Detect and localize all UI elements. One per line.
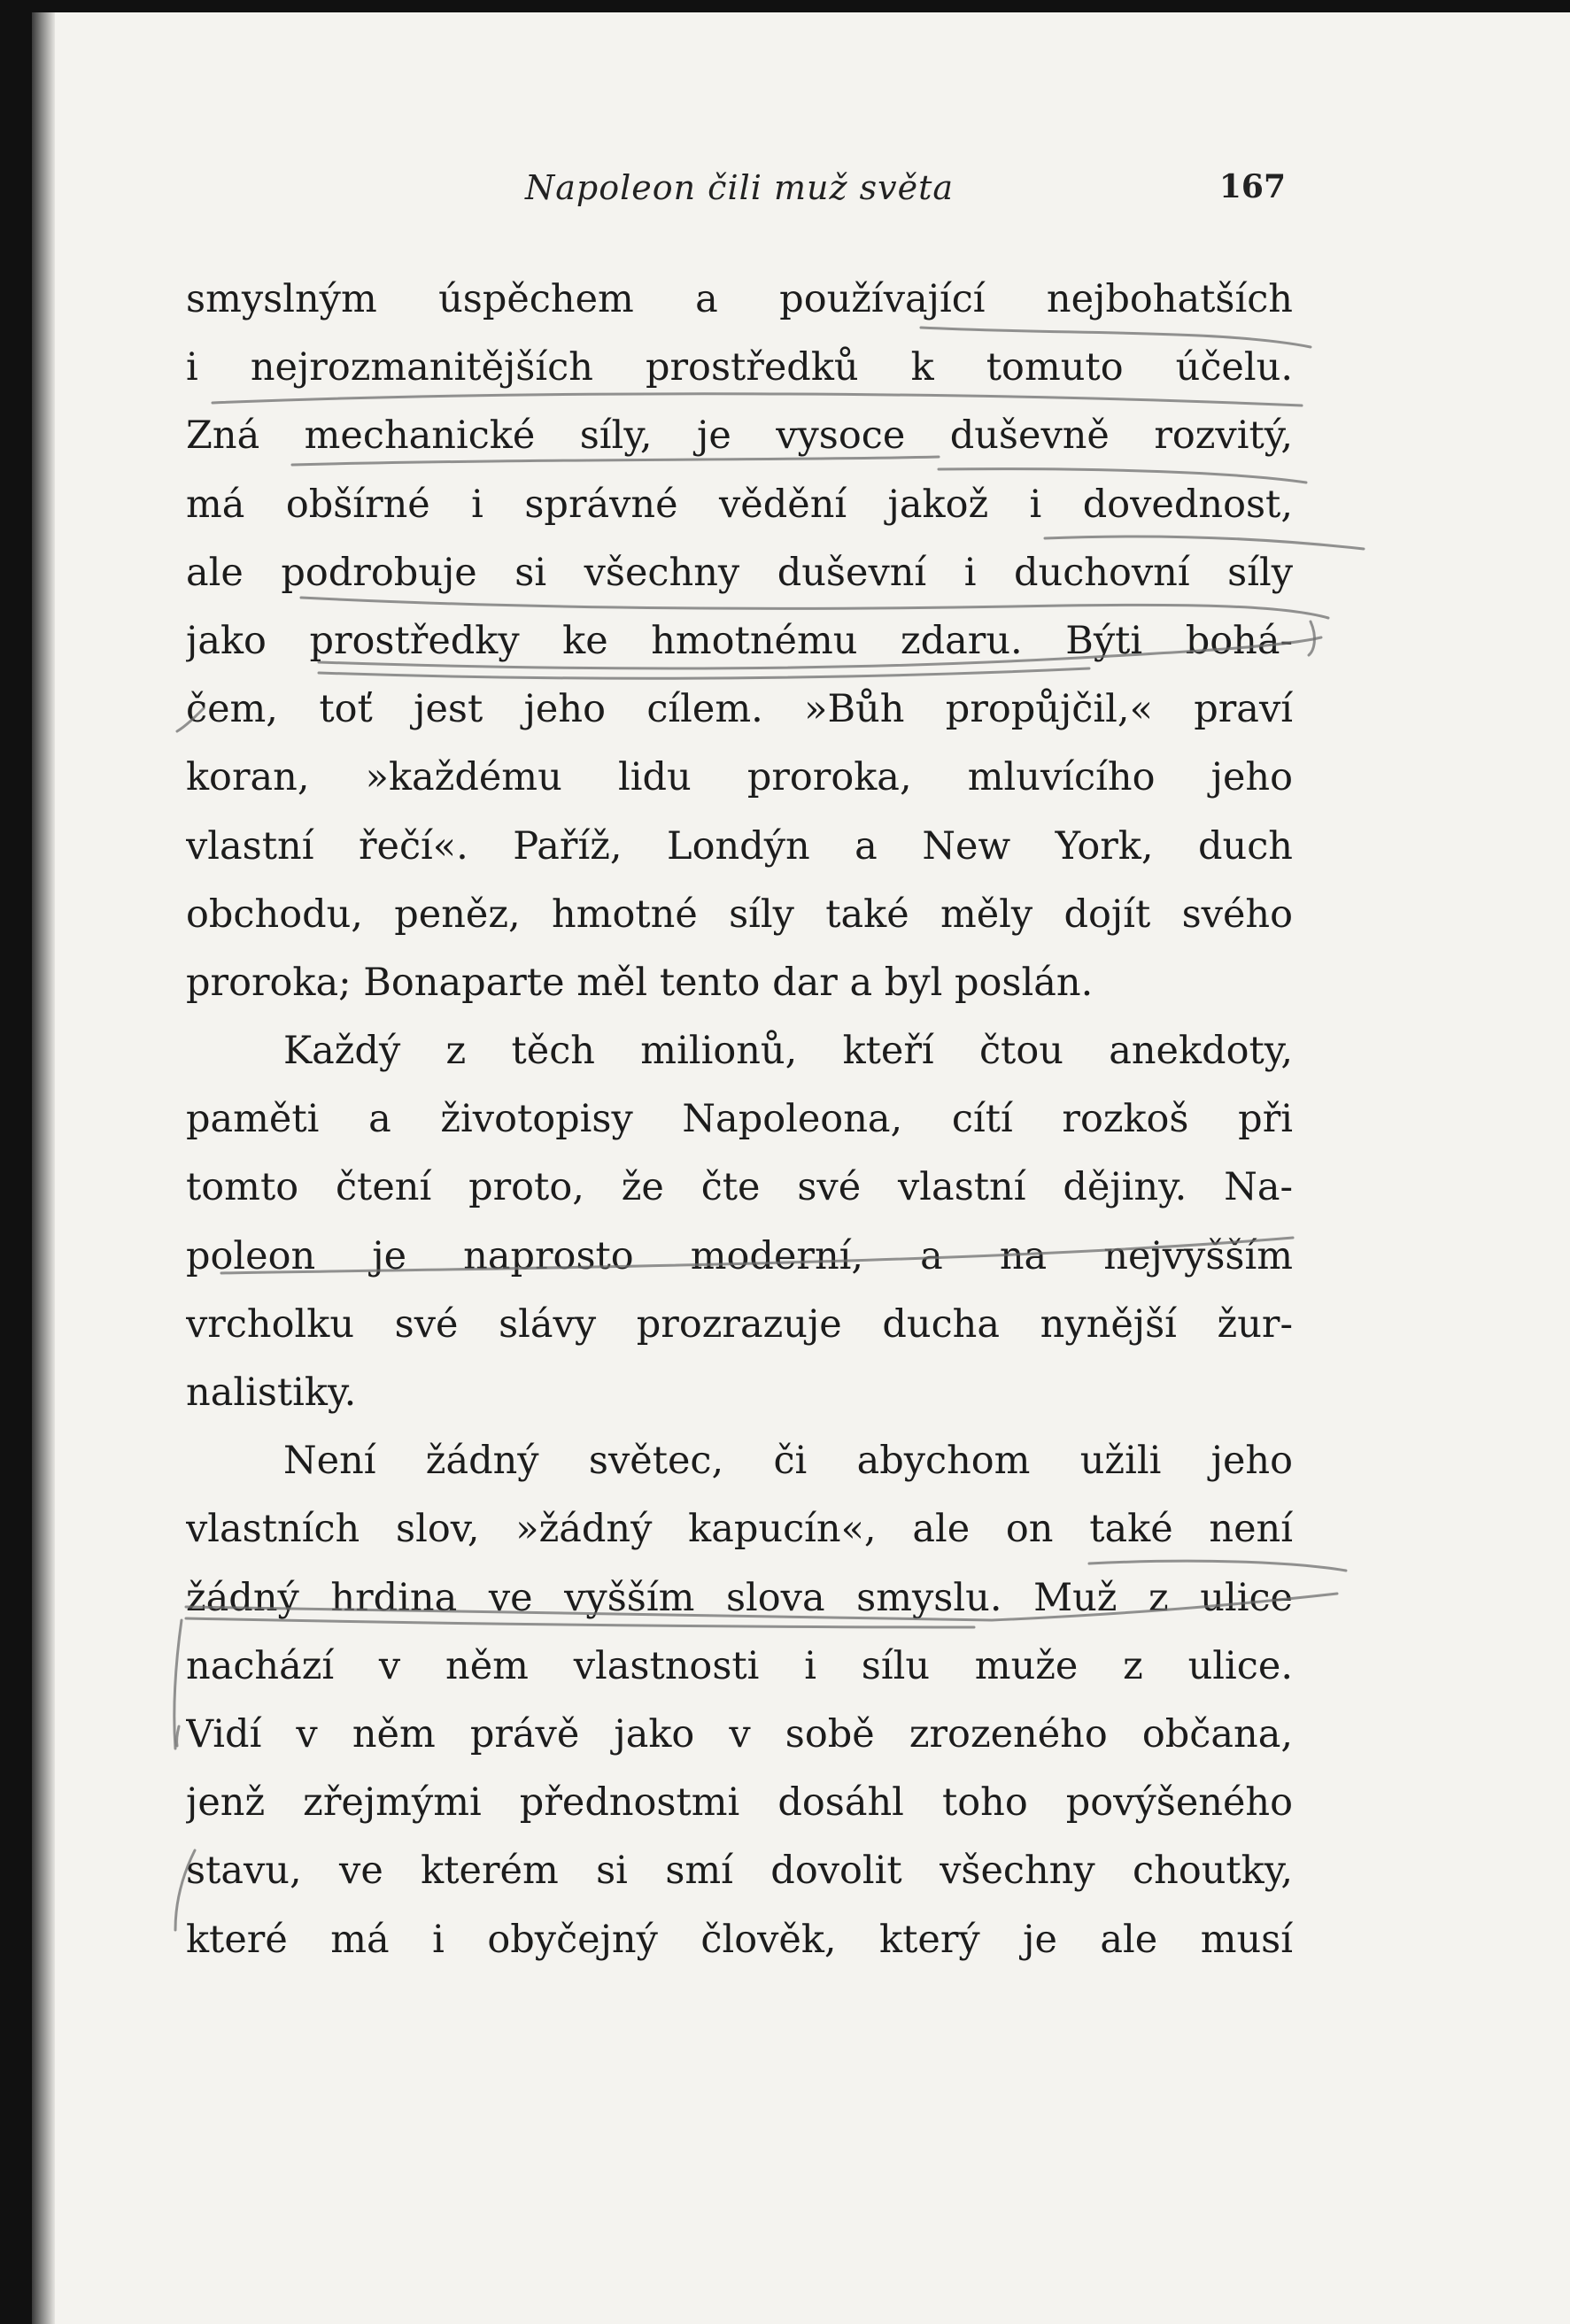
text-line: paměti a životopisy Napoleona, cítí rozkoš při xyxy=(186,1097,1293,1142)
text-line: čem, toť jest jeho cílem. »Bůh propůjčil,« praví xyxy=(186,687,1293,732)
text-line: ale podrobuje si všechny duševní i duchovní síly xyxy=(186,550,1293,595)
binding-shadow xyxy=(32,12,55,2324)
text-line: Každý z těch milionů, kteří čtou anekdoty, xyxy=(283,1029,1293,1074)
text-line: poleon je naprosto moderní, a na nejvyšším xyxy=(186,1233,1293,1278)
text-line: Zná mechanické síly, je vysoce duševně rozvitý, xyxy=(186,413,1293,459)
text-line: proroka; Bonaparte měl tento dar a byl poslán. xyxy=(186,960,1094,1005)
text-line: vlastních slov, »žádný kapucín«, ale on také není xyxy=(186,1507,1293,1552)
text-line: nachází v něm vlastnosti i sílu muže z ulice. xyxy=(186,1643,1293,1688)
text-line: žádný hrdina ve vyšším slova smyslu. Muž z ulice xyxy=(186,1575,1293,1620)
text-line: má obšírné i správné vědění jakož i dovednost, xyxy=(186,482,1293,527)
page-number: 167 xyxy=(1218,168,1286,205)
text-line: stavu, ve kterém si smí dovolit všechny choutky, xyxy=(186,1849,1293,1894)
text-line: vrcholku své slávy prozrazuje ducha nynější žur- xyxy=(186,1301,1293,1347)
text-line: i nejrozmanitějších prostředků k tomuto účelu. xyxy=(186,345,1293,390)
text-line: vlastní řečí«. Paříž, Londýn a New York, duch xyxy=(186,823,1293,869)
text-line: obchodu, peněz, hmotné síly také měly dojít svého xyxy=(186,892,1293,937)
text-line: koran, »každému lidu proroka, mluvícího jeho xyxy=(186,755,1293,800)
text-line: Není žádný světec, či abychom užili jeho xyxy=(283,1439,1293,1484)
text-line: tomto čtení proto, že čte své vlastní dějiny. Na- xyxy=(186,1165,1293,1210)
text-line: které má i obyčejný člověk, který je ale musí xyxy=(186,1917,1293,1962)
text-line: nalistiky. xyxy=(186,1370,357,1415)
running-head xyxy=(186,168,1293,221)
text-line: jenž zřejmými přednostmi dosáhl toho povýšeného xyxy=(186,1780,1293,1826)
running-title: Napoleon čili muž světa xyxy=(525,168,954,207)
body-text xyxy=(186,266,1293,1974)
text-line: Vidí v něm právě jako v sobě zrozeného občana, xyxy=(186,1711,1293,1757)
text-line: jako prostředky ke hmotnému zdaru. Býti bohá- xyxy=(186,618,1293,663)
text-line: smyslným úspěchem a používající nejbohatších xyxy=(186,277,1293,321)
